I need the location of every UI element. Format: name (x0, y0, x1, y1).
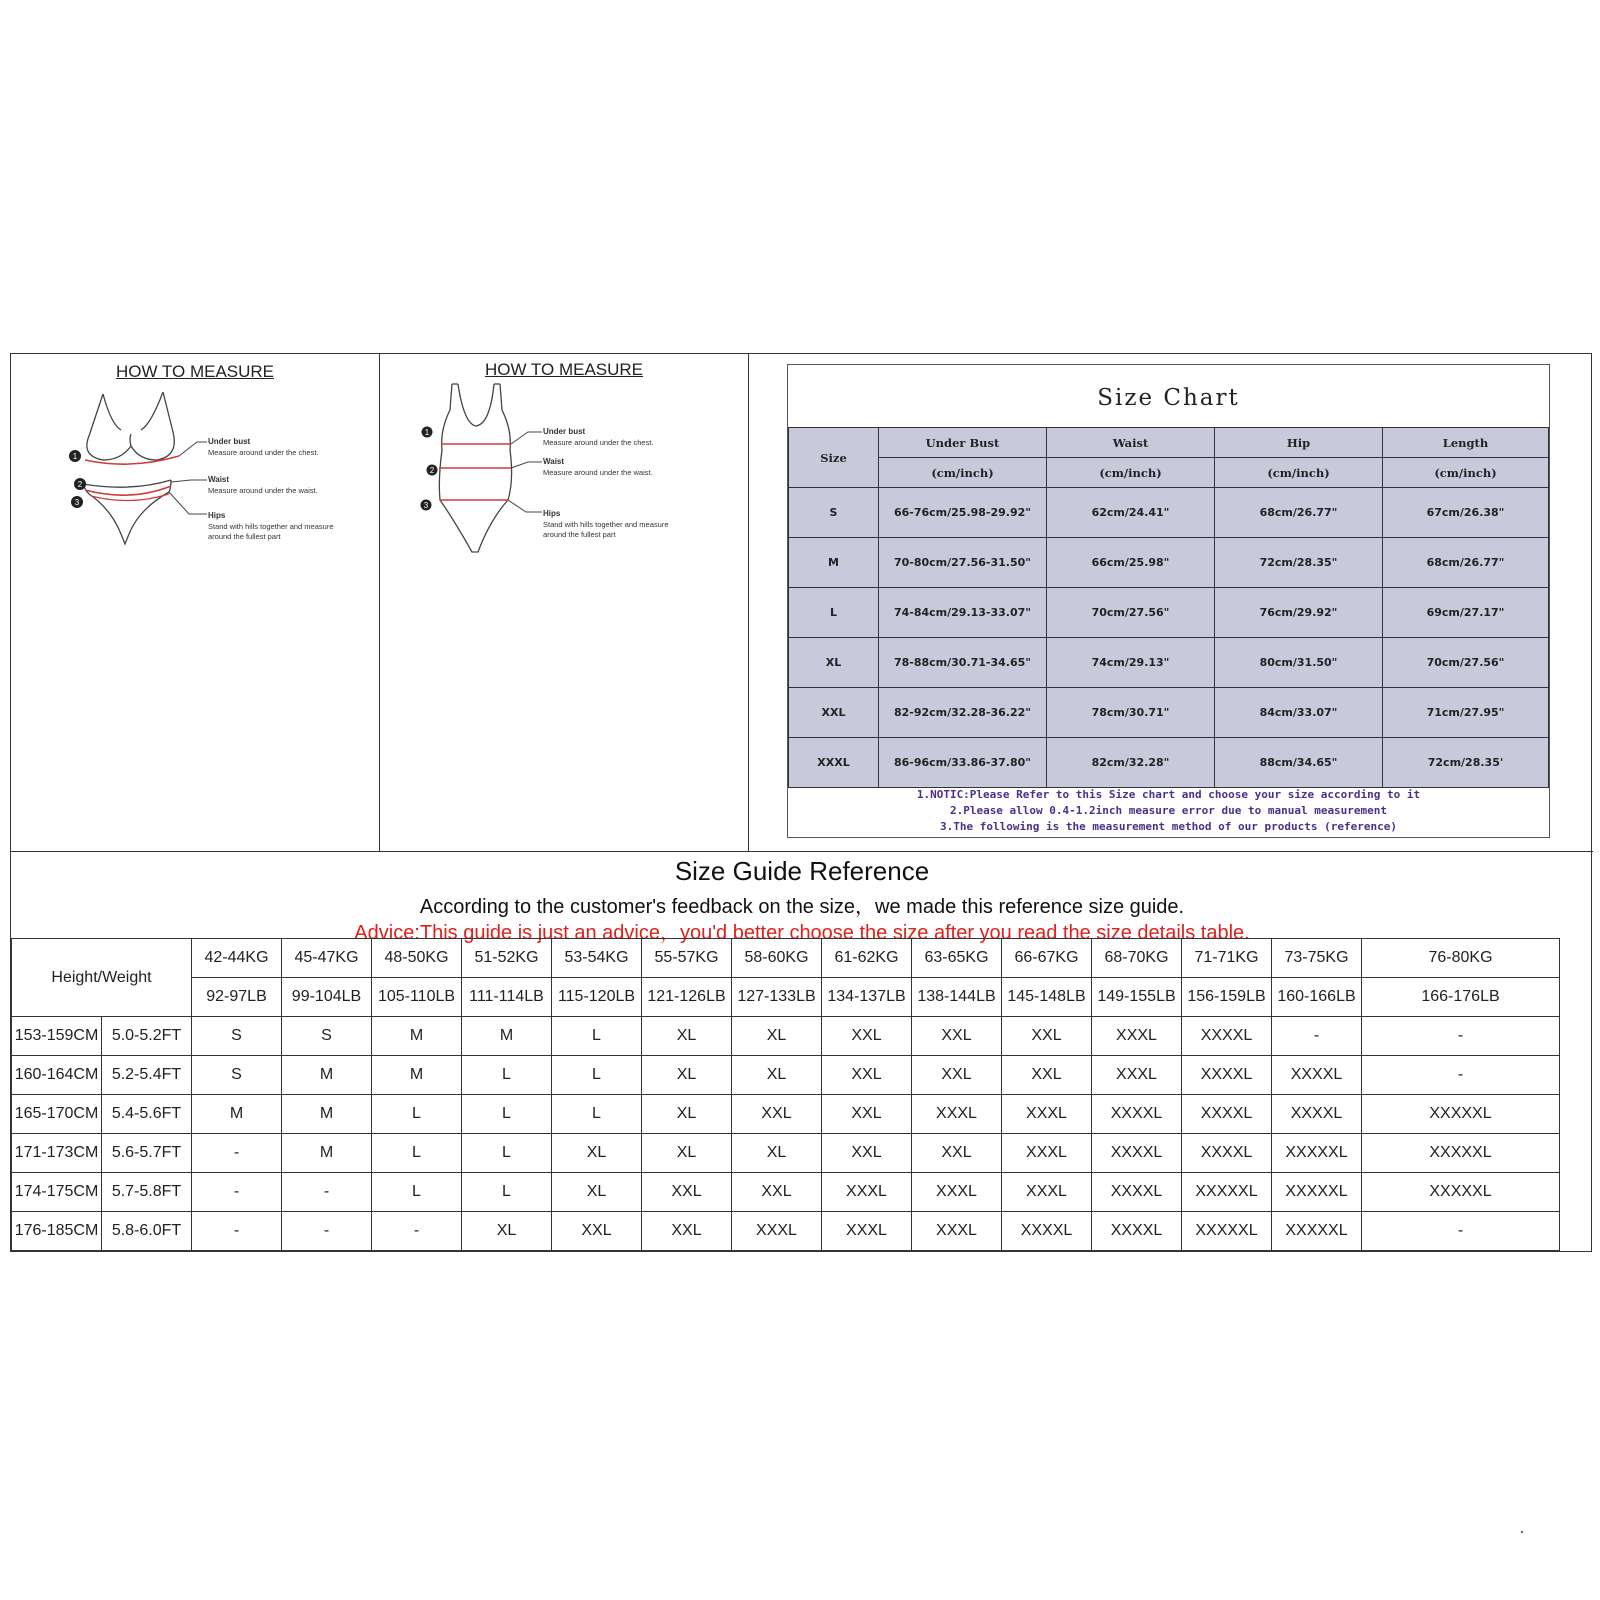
unit-header: (cm/inch) (1047, 458, 1215, 488)
measure-cell: 74-84cm/29.13-33.07" (879, 588, 1047, 638)
size-chart-table (788, 427, 1549, 788)
weight-lb-header: 115-120LB (552, 978, 642, 1017)
measure-cell: 70cm/27.56" (1383, 638, 1549, 688)
measure-cell: 80cm/31.50" (1215, 638, 1383, 688)
weight-kg-row (12, 939, 1560, 978)
recommended-size-cell: XXXXL (1182, 1095, 1272, 1134)
recommended-size-cell: XL (552, 1173, 642, 1212)
recommended-size-cell: XXXXL (1092, 1134, 1182, 1173)
recommended-size-cell: L (552, 1017, 642, 1056)
recommended-size-cell: XXL (822, 1056, 912, 1095)
step-label: Waist (208, 475, 230, 484)
recommended-size-cell: - (1362, 1056, 1560, 1095)
column-header: Hip (1215, 428, 1383, 458)
measure-cell: 88cm/34.65" (1215, 738, 1383, 788)
weight-kg-header: 51-52KG (462, 939, 552, 978)
recommended-size-cell: XXXXL (1272, 1095, 1362, 1134)
step-desc: around the fullest part (543, 530, 616, 539)
recommended-size-cell: - (1362, 1017, 1560, 1056)
size-guide-title: Size Guide Reference (674, 856, 930, 886)
weight-lb-header: 145-148LB (1002, 978, 1092, 1017)
recommended-size-cell: - (1362, 1212, 1560, 1251)
recommended-size-cell: L (372, 1173, 462, 1212)
how-to-measure-swimsuit-panel (380, 354, 749, 851)
step-number: 2 (429, 466, 435, 475)
how-to-measure-title: HOW TO MEASURE (115, 362, 275, 381)
weight-lb-header: 99-104LB (282, 978, 372, 1017)
recommended-size-cell: XXXXL (1092, 1173, 1182, 1212)
measure-cell: 72cm/28.35" (1215, 538, 1383, 588)
size-chart-panel (749, 354, 1593, 851)
height-cm-cell: 176-185CM (12, 1212, 102, 1251)
table-row (12, 1134, 1560, 1173)
measure-cell: 86-96cm/33.86-37.80" (879, 738, 1047, 788)
recommended-size-cell: XXL (912, 1134, 1002, 1173)
recommended-size-cell: XXXXXL (1362, 1095, 1560, 1134)
recommended-size-cell: XXXL (1002, 1134, 1092, 1173)
size-cell: S (789, 488, 879, 538)
weight-lb-header: 127-133LB (732, 978, 822, 1017)
recommended-size-cell: XXXXXL (1362, 1134, 1560, 1173)
recommended-size-cell: L (462, 1134, 552, 1173)
weight-kg-header: 58-60KG (732, 939, 822, 978)
recommended-size-cell: XXXXL (1182, 1056, 1272, 1095)
recommended-size-cell: XXL (912, 1056, 1002, 1095)
height-ft-cell: 5.7-5.8FT (102, 1173, 192, 1212)
table-row (789, 538, 1549, 588)
height-ft-cell: 5.8-6.0FT (102, 1212, 192, 1251)
recommended-size-cell: XXXXL (1002, 1212, 1092, 1251)
recommended-size-cell: XXL (822, 1017, 912, 1056)
recommended-size-cell: M (372, 1017, 462, 1056)
table-row (12, 1212, 1560, 1251)
measure-cell: 74cm/29.13" (1047, 638, 1215, 688)
measure-cell: 72cm/28.35' (1383, 738, 1549, 788)
height-ft-cell: 5.4-5.6FT (102, 1095, 192, 1134)
recommended-size-cell: XL (642, 1017, 732, 1056)
size-guide-header (11, 851, 1593, 944)
weight-kg-header: 68-70KG (1092, 939, 1182, 978)
height-ft-cell: 5.2-5.4FT (102, 1056, 192, 1095)
height-cm-cell: 160-164CM (12, 1056, 102, 1095)
weight-lb-header: 111-114LB (462, 978, 552, 1017)
table-row (12, 1056, 1560, 1095)
step-desc: Stand with hills together and measure (208, 522, 334, 531)
recommended-size-cell: L (552, 1095, 642, 1134)
measure-cell: 66cm/25.98" (1047, 538, 1215, 588)
swimsuit-measure-diagram (380, 380, 749, 580)
recommended-size-cell: M (372, 1056, 462, 1095)
table-row (12, 1017, 1560, 1056)
recommended-size-cell: XXXXXL (1362, 1173, 1560, 1212)
size-column-header: Size (789, 428, 879, 488)
table-row (789, 638, 1549, 688)
note-line: 1.NOTIC:Please Refer to this Size chart and choose your size according to it (916, 788, 1421, 801)
weight-kg-header: 42-44KG (192, 939, 282, 978)
step-desc: Stand with hills together and measure (543, 520, 669, 529)
size-chart-notes (788, 787, 1549, 835)
recommended-size-cell: XXL (1002, 1056, 1092, 1095)
measure-cell: 69cm/27.17" (1383, 588, 1549, 638)
measure-cell: 71cm/27.95" (1383, 688, 1549, 738)
recommended-size-cell: XXXL (912, 1212, 1002, 1251)
size-cell: XXL (789, 688, 879, 738)
note-line: 3.The following is the measurement method of our products (reference) (940, 820, 1397, 833)
weight-kg-header: 71-71KG (1182, 939, 1272, 978)
how-to-measure-title: HOW TO MEASURE (484, 360, 644, 379)
weight-lb-header: 160-166LB (1272, 978, 1362, 1017)
recommended-size-cell: XXXL (732, 1212, 822, 1251)
recommended-size-cell: XXXL (1002, 1173, 1092, 1212)
recommended-size-cell: XXL (642, 1212, 732, 1251)
recommended-size-cell: XXXXXL (1272, 1134, 1362, 1173)
recommended-size-cell: XL (732, 1134, 822, 1173)
height-ft-cell: 5.6-5.7FT (102, 1134, 192, 1173)
note-line: 2.Please allow 0.4-1.2inch measure error due to manual measurement (949, 804, 1388, 817)
height-cm-cell: 153-159CM (12, 1017, 102, 1056)
recommended-size-cell: M (282, 1134, 372, 1173)
unit-header: (cm/inch) (879, 458, 1047, 488)
step-desc: Measure around under the chest. (543, 438, 654, 447)
recommended-size-cell: XXL (732, 1095, 822, 1134)
how-to-measure-bikini-panel (11, 354, 380, 851)
measure-cell: 70cm/27.56" (1047, 588, 1215, 638)
recommended-size-cell: XXL (822, 1095, 912, 1134)
measure-cell: 82cm/32.28" (1047, 738, 1215, 788)
recommended-size-cell: S (192, 1056, 282, 1095)
weight-lb-header: 92-97LB (192, 978, 282, 1017)
unit-header: (cm/inch) (1215, 458, 1383, 488)
step-label: Under bust (543, 427, 586, 436)
recommended-size-cell: - (192, 1173, 282, 1212)
weight-lb-header: 134-137LB (822, 978, 912, 1017)
recommended-size-cell: S (192, 1017, 282, 1056)
recommended-size-cell: XXXXXL (1272, 1212, 1362, 1251)
weight-kg-header: 45-47KG (282, 939, 372, 978)
recommended-size-cell: L (372, 1095, 462, 1134)
height-cm-cell: 165-170CM (12, 1095, 102, 1134)
size-cell: M (789, 538, 879, 588)
recommended-size-cell: XXXXL (1092, 1095, 1182, 1134)
height-cm-cell: 171-173CM (12, 1134, 102, 1173)
recommended-size-cell: XL (552, 1134, 642, 1173)
measure-cell: 70-80cm/27.56-31.50" (879, 538, 1047, 588)
size-sheet (10, 353, 1592, 1252)
step-desc: Measure around under the chest. (208, 448, 319, 457)
table-row (789, 738, 1549, 788)
weight-kg-header: 48-50KG (372, 939, 462, 978)
bikini-measure-diagram (11, 384, 380, 584)
recommended-size-cell: M (462, 1017, 552, 1056)
size-cell: L (789, 588, 879, 638)
weight-kg-header: 61-62KG (822, 939, 912, 978)
recommended-size-cell: XXXL (1002, 1095, 1092, 1134)
size-chart-box (787, 364, 1550, 838)
height-ft-cell: 5.0-5.2FT (102, 1017, 192, 1056)
height-cm-cell: 174-175CM (12, 1173, 102, 1212)
recommended-size-cell: XL (642, 1095, 732, 1134)
recommended-size-cell: XXXL (1092, 1017, 1182, 1056)
recommended-size-cell: XXXXL (1182, 1017, 1272, 1056)
measure-cell: 68cm/26.77" (1383, 538, 1549, 588)
recommended-size-cell: XXXL (912, 1095, 1002, 1134)
step-desc: around the fullest part (208, 532, 281, 541)
recommended-size-cell: - (1272, 1017, 1362, 1056)
recommended-size-cell: M (192, 1095, 282, 1134)
recommended-size-cell: - (192, 1212, 282, 1251)
recommended-size-cell: XXXL (822, 1212, 912, 1251)
recommended-size-cell: L (462, 1056, 552, 1095)
recommended-size-cell: L (462, 1173, 552, 1212)
recommended-size-cell: XXL (642, 1173, 732, 1212)
weight-kg-header: 76-80KG (1362, 939, 1560, 978)
recommended-size-cell: XXL (552, 1212, 642, 1251)
size-guide-advice: Advice:This guide is just an advice，you'd better choose the size after you read the size details table. (354, 922, 1250, 944)
weight-lb-header: 149-155LB (1092, 978, 1182, 1017)
step-number: 3 (423, 501, 429, 510)
size-chart-title: Size Chart (1097, 385, 1240, 411)
measure-cell: 67cm/26.38" (1383, 488, 1549, 538)
table-row (12, 1173, 1560, 1212)
recommended-size-cell: - (282, 1212, 372, 1251)
recommended-size-cell: XXXXL (1272, 1056, 1362, 1095)
recommended-size-cell: XXXXXL (1182, 1173, 1272, 1212)
recommended-size-cell: XL (642, 1134, 732, 1173)
step-desc: Measure around under the waist. (543, 468, 653, 477)
height-weight-header: Height/Weight (12, 939, 192, 1017)
table-row (789, 588, 1549, 638)
recommended-size-cell: L (372, 1134, 462, 1173)
stray-dot (1521, 1531, 1523, 1533)
recommended-size-cell: XXXXXL (1272, 1173, 1362, 1212)
recommended-size-cell: XXL (732, 1173, 822, 1212)
recommended-size-cell: XXXL (822, 1173, 912, 1212)
weight-lb-header: 121-126LB (642, 978, 732, 1017)
column-header: Under Bust (879, 428, 1047, 458)
step-label: Under bust (208, 437, 251, 446)
size-guide-table (11, 938, 1560, 1251)
recommended-size-cell: XL (462, 1212, 552, 1251)
weight-kg-header: 73-75KG (1272, 939, 1362, 978)
recommended-size-cell: - (372, 1212, 462, 1251)
measure-cell: 78cm/30.71" (1047, 688, 1215, 738)
recommended-size-cell: S (282, 1017, 372, 1056)
step-desc: Measure around under the waist. (208, 486, 318, 495)
weight-kg-header: 55-57KG (642, 939, 732, 978)
weight-lb-header: 105-110LB (372, 978, 462, 1017)
measure-cell: 78-88cm/30.71-34.65" (879, 638, 1047, 688)
table-row (789, 688, 1549, 738)
table-row (12, 1095, 1560, 1134)
step-number: 2 (77, 480, 83, 489)
measure-cell: 84cm/33.07" (1215, 688, 1383, 738)
step-label: Waist (543, 457, 565, 466)
recommended-size-cell: L (462, 1095, 552, 1134)
step-label: Hips (208, 511, 226, 520)
weight-kg-header: 66-67KG (1002, 939, 1092, 978)
unit-header: (cm/inch) (1383, 458, 1549, 488)
recommended-size-cell: XL (732, 1056, 822, 1095)
recommended-size-cell: M (282, 1095, 372, 1134)
column-header: Length (1383, 428, 1549, 458)
recommended-size-cell: - (282, 1173, 372, 1212)
recommended-size-cell: XXXL (912, 1173, 1002, 1212)
weight-lb-row (12, 978, 1560, 1017)
table-row (789, 488, 1549, 538)
measure-cell: 82-92cm/32.28-36.22" (879, 688, 1047, 738)
measure-cell: 66-76cm/25.98-29.92" (879, 488, 1047, 538)
weight-lb-header: 156-159LB (1182, 978, 1272, 1017)
recommended-size-cell: L (552, 1056, 642, 1095)
measure-cell: 76cm/29.92" (1215, 588, 1383, 638)
step-number: 3 (74, 498, 80, 507)
weight-lb-header: 166-176LB (1362, 978, 1560, 1017)
recommended-size-cell: XXXXL (1092, 1212, 1182, 1251)
recommended-size-cell: XXL (822, 1134, 912, 1173)
weight-kg-header: 53-54KG (552, 939, 642, 978)
step-label: Hips (543, 509, 561, 518)
size-cell: XL (789, 638, 879, 688)
measure-cell: 62cm/24.41" (1047, 488, 1215, 538)
recommended-size-cell: - (192, 1134, 282, 1173)
measure-cell: 68cm/26.77" (1215, 488, 1383, 538)
size-guide-subtitle: According to the customer's feedback on the size，we made this reference size guide. (419, 896, 1185, 918)
bikini-bottom-illustration (83, 480, 171, 544)
step-number: 1 (424, 428, 430, 437)
column-header: Waist (1047, 428, 1215, 458)
size-cell: XXXL (789, 738, 879, 788)
recommended-size-cell: XXL (912, 1017, 1002, 1056)
recommended-size-cell: XXXL (1092, 1056, 1182, 1095)
recommended-size-cell: XL (732, 1017, 822, 1056)
step-number: 1 (72, 452, 78, 461)
recommended-size-cell: M (282, 1056, 372, 1095)
recommended-size-cell: XL (642, 1056, 732, 1095)
weight-kg-header: 63-65KG (912, 939, 1002, 978)
recommended-size-cell: XXL (1002, 1017, 1092, 1056)
recommended-size-cell: XXXXL (1182, 1134, 1272, 1173)
weight-lb-header: 138-144LB (912, 978, 1002, 1017)
bikini-top-illustration (87, 392, 174, 460)
recommended-size-cell: XXXXXL (1182, 1212, 1272, 1251)
